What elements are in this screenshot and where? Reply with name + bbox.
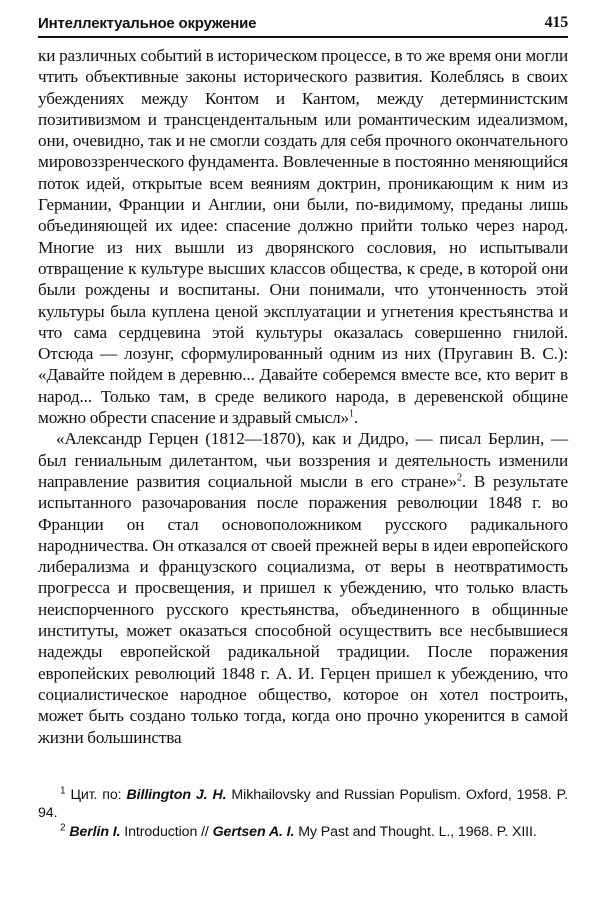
- paragraph-2-text: . В результате испытанного разочарования после поражения революции 1848 г. во Франции он стал основоположником русского радикального народничества. Он отказался от своей прежней веры в идеи европейского либерализма и французского социализма, от веры в неотвратимость прогресса и просвещения, и пришел к убеждению, что только власть неиспорченного русского крестьянства, объединенного в общинные институты, может оказаться способной осуществить все несбывшиеся надежды европейской радикальной традиции. После поражения европейских революций 1848 г. А. И. Герцен пришел к убеждению, что социалистическое народное общество, которое он хотел построить, может быть создано только тогда, когда оно прочно укоренится в самой жизни большинства: [38, 471, 568, 747]
- paragraph-2-quote: «Александр Герцен (1812—1870), как и Дидро, — писал Берлин, — был гениальным дилетантом, чьи воззрения и деятельность изменили направление развития социальной мысли в его стране»: [38, 429, 568, 491]
- book-page: [38, 14, 568, 748]
- footnote-2: [38, 821, 568, 842]
- footnote-ref-1: 1: [348, 408, 354, 420]
- footnote-1-text: Mikhailovsky and Russian Populism. Oxford, 1958. P. 94.: [38, 787, 568, 821]
- running-header: [38, 14, 568, 38]
- body-text: [38, 45, 568, 748]
- page-number: 415: [544, 14, 568, 31]
- paragraph-1: ки различных событий в историческом процессе, в то же время они могли чтить объективные законы исторического развития. Колеблясь в своих убеждениях между Контом и Кантом, между детерминистским позитивизмом и трансцендентальным или романтическим идеализмом, они, очевидно, так и не смогли создать для себя прочного окончательного мировоззренческого фундамента. Вовлеченные в постоянно меняющийся поток идей, открытые всем веяниям доктрин, проникающим к ним из Германии, Франции и Англии, они были, по-видимому, преданы лишь объединяющей их идее: спасение должно прийти только через народ. Многие из них вышли из дворянского сословия, но испытывали отвращение к культуре высших классов общества, к среде, в которой они были рождены и воспитаны. Они понимали, что утонченность этой культуры была куплена ценой эксплуатации и угнетения крестьянства и что сама сердцевина этой культуры оказалась совершенно гнилой. Отсюда — лозунг, сформулированный одним из них (Пругавин В. С.): «Давайте пойдем в деревню... Давайте соберемся вместе все, кто верит в народ... Только там, в среде великого народа, в деревенской общине можно обрести спасение и здравый смысл»$^1$.: [38, 46, 568, 428]
- footnote-2-text: My Past and Thought. L., 1968. P. XIII.: [294, 823, 537, 840]
- footnote-ref-2: 2: [456, 472, 462, 484]
- footnote-1-number: 1: [60, 785, 66, 797]
- paragraph-2: [38, 428, 568, 747]
- running-title: Интеллектуальное окружение: [38, 15, 257, 32]
- footnote-2-author: Berlin I.: [69, 823, 121, 840]
- footnote-1: [38, 787, 568, 823]
- footnotes: [38, 787, 568, 842]
- footnote-2-author2: Gertsen A. I.: [212, 823, 295, 840]
- footnote-2-number: 2: [60, 821, 66, 833]
- paragraph-1-text: ки различных событий в историческом процессе, в то же время они могли чтить объективные законы исторического развития. Колеблясь в своих убеждениях между Контом и Кантом, между детерминистским позитивизмом и трансцендентальным или романтическим идеализмом, они, очевидно, так и не смогли создать для себя прочного окончательного мировоззренческого фундамента. Вовлеченные в постоянно меняющийся поток идей, открытые всем веяниям доктрин, проникающим к ним из Германии, Франции и Англии, они были, по-видимому, преданы лишь объединяющей их идее: спасение должно прийти только через народ. Многие из них вышли из дворянского сословия, но испытывали отвращение к культуре высших классов общества, к среде, в которой они были рождены и воспитаны. Они понимали, что утонченность этой культуры была куплена ценой эксплуатации и угнетения крестьянства и что сама сердцевина этой культуры оказалась совершенно гнилой. Отсюда — лозунг, сформулированный одним из них (Пругавин В. С.): «Давайте пойдем в деревню... Давайте соберемся вместе все, кто верит в народ... Только там, в среде великого народа, в деревенской общине можно обрести спасение и здравый смысл»: [38, 46, 568, 428]
- footnote-1-prefix: Цит. по:: [65, 787, 127, 803]
- footnote-2-middle: Introduction //: [120, 823, 213, 840]
- footnote-1-author: Billington J. H.: [126, 787, 227, 803]
